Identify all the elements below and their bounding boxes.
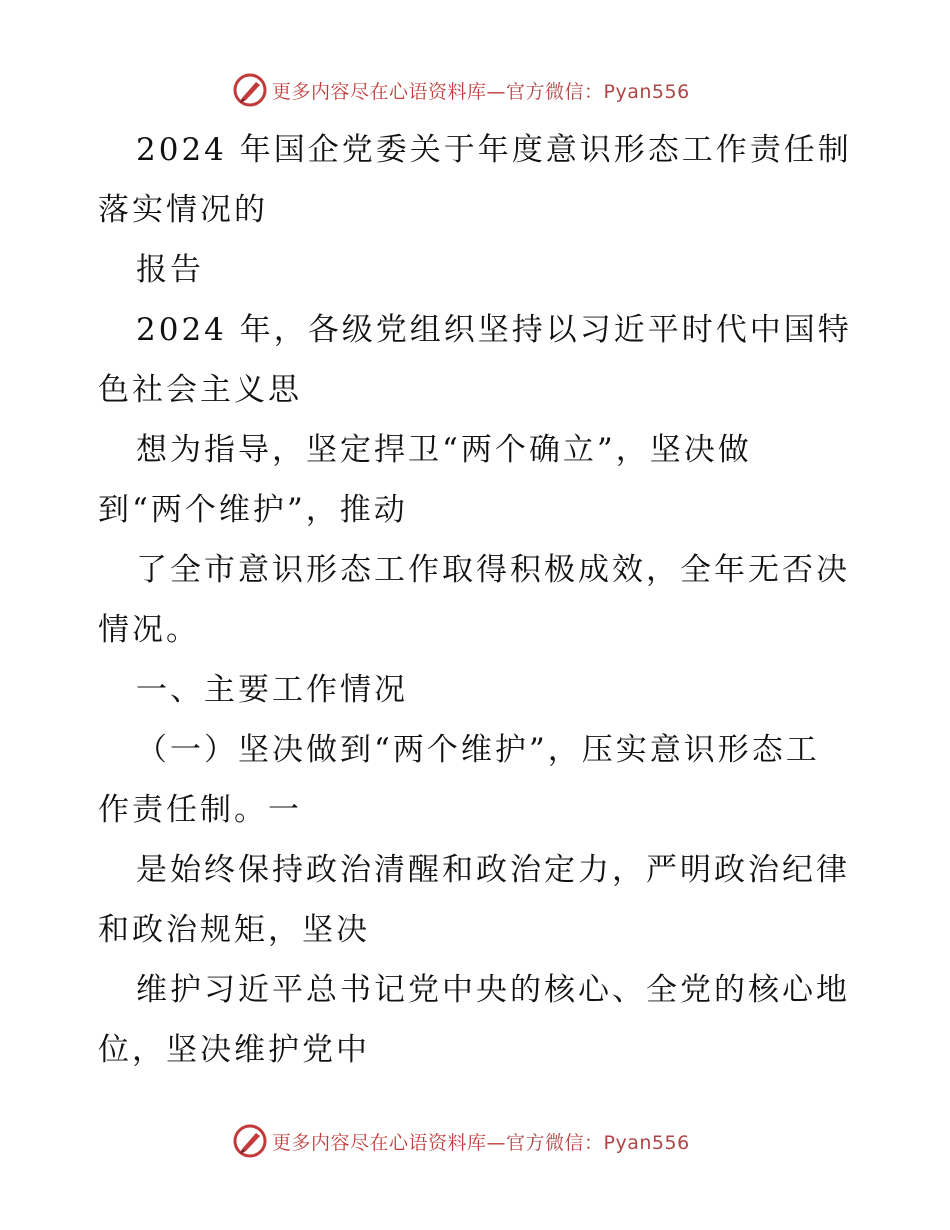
document-line: 报告 bbox=[136, 252, 204, 288]
document-line: 想为指导，坚定捍卫“两个确立”，坚决做 bbox=[136, 432, 752, 468]
document-line: 是始终保持政治清醒和政治定力，严明政治纪律 bbox=[136, 852, 850, 888]
document-line: 2024 年，各级党组织坚持以习近平时代中国特 bbox=[136, 312, 852, 348]
document-line: 作责任制。一 bbox=[98, 792, 302, 828]
header-watermark bbox=[232, 70, 690, 110]
pen-logo-icon bbox=[232, 1123, 268, 1159]
banner-wechat: 官方微信：Pyan556 bbox=[506, 80, 690, 103]
pen-logo-icon bbox=[232, 72, 268, 108]
document-line: 了全市意识形态工作取得积极成效，全年无否决 bbox=[136, 552, 850, 588]
banner-wechat: 官方微信：Pyan556 bbox=[506, 1131, 690, 1154]
document-line: （一）坚决做到“两个维护”，压实意识形态工 bbox=[136, 732, 820, 768]
document-body bbox=[98, 120, 856, 1080]
banner-text: 更多内容尽在心语资料库— bbox=[272, 1131, 507, 1154]
document-line: 2024 年国企党委关于年度意识形态工作责任制 bbox=[136, 132, 852, 168]
document-line: 落实情况的 bbox=[98, 192, 268, 228]
document-line: 到“两个维护”，推动 bbox=[98, 492, 408, 528]
document-line: 色社会主义思 bbox=[98, 372, 302, 408]
document-line: 维护习近平总书记党中央的核心、全党的核心地 bbox=[136, 972, 850, 1008]
document-line: 情况。 bbox=[98, 612, 200, 648]
footer-watermark bbox=[232, 1121, 690, 1161]
document-line: 一、主要工作情况 bbox=[136, 672, 408, 708]
document-line: 位，坚决维护党中 bbox=[98, 1032, 370, 1068]
document-line: 和政治规矩，坚决 bbox=[98, 912, 370, 948]
banner-text: 更多内容尽在心语资料库— bbox=[272, 80, 507, 103]
